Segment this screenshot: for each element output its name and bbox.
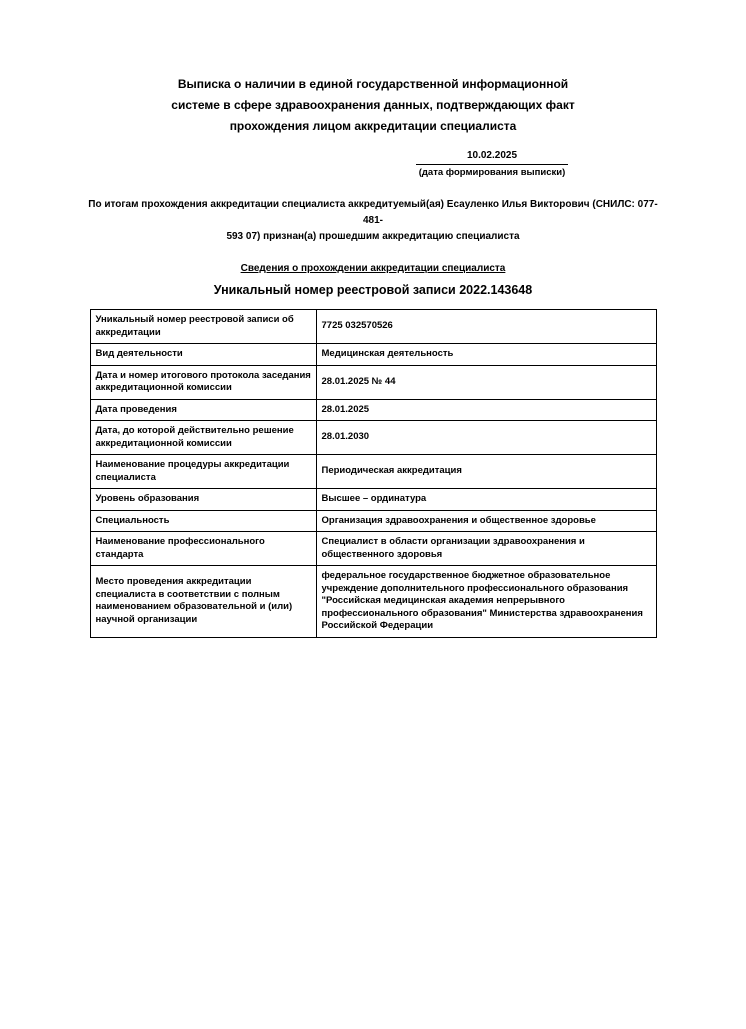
row-value: Специалист в области организации здравоохранения и общественного здоровья (316, 532, 656, 566)
row-label: Уникальный номер реестровой записи об аккредитации (90, 310, 316, 344)
table-row (90, 566, 656, 638)
registry-number-heading: Уникальный номер реестровой записи 2022.143648 (213, 283, 533, 297)
table-row (90, 510, 656, 532)
table-row (90, 421, 656, 455)
row-label: Уровень образования (90, 489, 316, 511)
row-label: Наименование профессионального стандарта (90, 532, 316, 566)
row-value: 28.01.2030 (316, 421, 656, 455)
table-row (90, 532, 656, 566)
accreditation-table (90, 309, 657, 638)
row-label: Вид деятельности (90, 344, 316, 366)
intro-line: По итогам прохождения аккредитации специалиста аккредитуемый(ая) Есауленко Илья Викторович (СНИЛС: 077-481- (88, 199, 658, 226)
row-value: 28.01.2025 (316, 399, 656, 421)
section-heading: Сведения о прохождении аккредитации специалиста (240, 263, 506, 274)
row-label: Дата проведения (90, 399, 316, 421)
table-row (90, 344, 656, 366)
row-value: Организация здравоохранения и общественное здоровье (316, 510, 656, 532)
row-value: 7725 032570526 (316, 310, 656, 344)
document-title (88, 74, 658, 137)
row-value: 28.01.2025 № 44 (316, 365, 656, 399)
extract-date: 10.02.2025 (416, 149, 568, 165)
row-value: Высшее – ординатура (316, 489, 656, 511)
extract-date-caption: (дата формирования выписки) (418, 167, 566, 178)
title-line: системе в сфере здравоохранения данных, подтверждающих факт (171, 98, 575, 112)
intro-paragraph (88, 197, 658, 245)
table-row (90, 455, 656, 489)
table-row (90, 399, 656, 421)
title-line: прохождения лицом аккредитации специалиста (229, 119, 517, 133)
row-label: Наименование процедуры аккредитации специалиста (90, 455, 316, 489)
row-label: Специальность (90, 510, 316, 532)
extract-date-block (416, 149, 568, 179)
document-content (88, 0, 658, 638)
table-row (90, 310, 656, 344)
row-label: Дата и номер итогового протокола заседания аккредитационной комиссии (90, 365, 316, 399)
row-value: федеральное государственное бюджетное образовательное учреждение дополнительного профессионального образования "Российская медицинская академия непрерывного профессионального образования" Министерства здравоохранения Российской Федерации (316, 566, 656, 638)
row-label: Дата, до которой действительно решение аккредитационной комиссии (90, 421, 316, 455)
row-value: Периодическая аккредитация (316, 455, 656, 489)
table-row (90, 489, 656, 511)
table-row (90, 365, 656, 399)
intro-line: 593 07) признан(а) прошедшим аккредитацию специалиста (226, 231, 520, 242)
row-value: Медицинская деятельность (316, 344, 656, 366)
title-line: Выписка о наличии в единой государственной информационной (177, 77, 569, 91)
row-label: Место проведения аккредитации специалиста в соответствии с полным наименованием образовательной и (или) научной организации (90, 566, 316, 638)
